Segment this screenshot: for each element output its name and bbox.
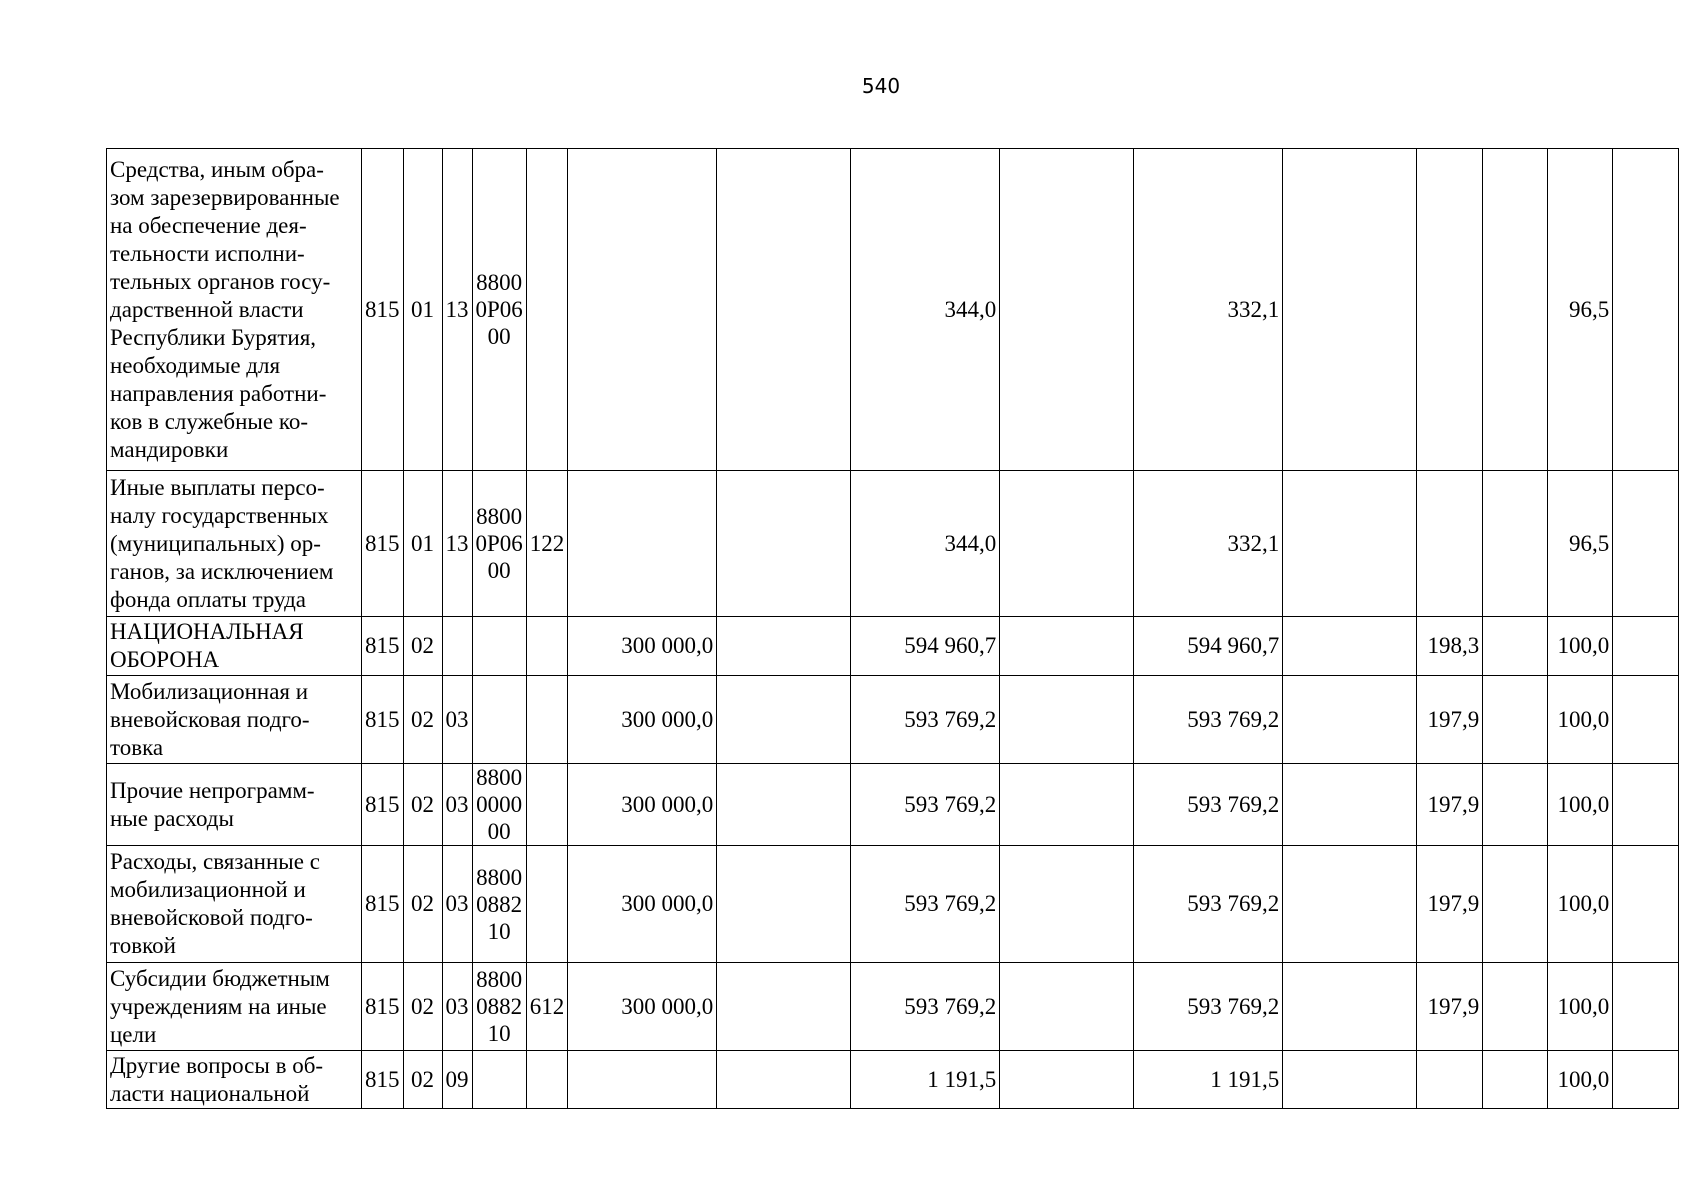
row-name-line: тельных органов госу- — [110, 268, 331, 294]
empty-cell — [1483, 846, 1548, 963]
row-name-line: цели — [110, 1021, 157, 1047]
expense-type-cell — [526, 1051, 568, 1109]
grbs-code-cell: 815 — [362, 764, 404, 846]
target-article-line: 10 — [487, 1021, 511, 1046]
empty-cell — [1483, 963, 1548, 1051]
percent-initial-cell — [1417, 471, 1483, 617]
empty-cell — [1283, 846, 1417, 963]
plan-refined-cell: 344,0 — [851, 471, 1000, 617]
expense-type-cell — [526, 149, 568, 471]
empty-cell — [1483, 676, 1548, 764]
executed-cell: 593 769,2 — [1134, 764, 1283, 846]
row-name-line: тельности исполни- — [110, 240, 305, 266]
target-article-line: 8800 — [476, 967, 523, 992]
row-name-line: НАЦИОНАЛЬНАЯ — [110, 619, 304, 644]
row-name-line: Мобилизационная и — [110, 678, 309, 704]
row-name-line: налу государственных — [110, 502, 329, 528]
plan-refined-cell: 593 769,2 — [851, 963, 1000, 1051]
expense-type-cell — [526, 617, 568, 676]
empty-cell — [1283, 676, 1417, 764]
empty-cell — [717, 617, 851, 676]
section-code-cell: 01 — [403, 471, 442, 617]
empty-cell — [1613, 764, 1679, 846]
target-article-cell — [472, 846, 526, 963]
percent-initial-cell: 197,9 — [1417, 764, 1483, 846]
target-article-line: 0000 — [476, 792, 523, 817]
target-article-cell — [472, 149, 526, 471]
grbs-code-cell: 815 — [362, 676, 404, 764]
empty-cell — [1000, 1051, 1134, 1109]
grbs-code-cell: 815 — [362, 149, 404, 471]
empty-cell — [1613, 1051, 1679, 1109]
target-article-line: 0P06 — [475, 297, 523, 322]
executed-cell: 594 960,7 — [1134, 617, 1283, 676]
target-article-cell — [472, 764, 526, 846]
row-name-line: фонда оплаты труда — [110, 586, 307, 612]
target-article-line: 8800 — [476, 504, 523, 529]
table-row — [107, 846, 1679, 963]
row-name-line: дарственной власти — [110, 296, 304, 322]
empty-cell — [1000, 471, 1134, 617]
percent-refined-cell: 100,0 — [1548, 617, 1613, 676]
target-article-cell — [472, 963, 526, 1051]
plan-initial-cell: 300 000,0 — [568, 676, 717, 764]
empty-cell — [717, 149, 851, 471]
empty-cell — [1613, 471, 1679, 617]
subsection-code-cell: 03 — [442, 676, 472, 764]
row-name-line: ные расходы — [110, 805, 234, 831]
plan-refined-cell: 593 769,2 — [851, 676, 1000, 764]
empty-cell — [1283, 764, 1417, 846]
target-article-cell — [472, 617, 526, 676]
percent-refined-cell: 100,0 — [1548, 1051, 1613, 1109]
expense-type-cell: 122 — [526, 471, 568, 617]
row-name-line: Расходы, связанные с — [110, 849, 320, 874]
row-name-line: Субсидии бюджетным — [110, 965, 330, 991]
empty-cell — [1483, 471, 1548, 617]
empty-cell — [717, 963, 851, 1051]
plan-initial-cell — [568, 471, 717, 617]
expense-type-cell — [526, 846, 568, 963]
target-article-line: 00 — [487, 819, 511, 844]
row-name-line: мандировки — [110, 436, 229, 462]
expense-type-cell — [526, 676, 568, 764]
section-code-cell: 02 — [403, 617, 442, 676]
table-row — [107, 963, 1679, 1051]
subsection-code-cell: 03 — [442, 846, 472, 963]
subsection-code-cell: 09 — [442, 1051, 472, 1109]
subsection-code-cell — [442, 617, 472, 676]
target-article-cell — [472, 676, 526, 764]
row-name-line: направления работни- — [110, 380, 327, 406]
percent-refined-cell: 100,0 — [1548, 676, 1613, 764]
table-row — [107, 471, 1679, 617]
empty-cell — [1483, 1051, 1548, 1109]
target-article-line: 00 — [487, 324, 511, 349]
table-row — [107, 764, 1679, 846]
target-article-line: 8800 — [476, 765, 523, 790]
subsection-code-cell: 13 — [442, 471, 472, 617]
grbs-code-cell: 815 — [362, 617, 404, 676]
executed-cell: 332,1 — [1134, 471, 1283, 617]
empty-cell — [1283, 1051, 1417, 1109]
section-code-cell: 02 — [403, 846, 442, 963]
row-name-line: (муниципальных) ор- — [110, 530, 321, 556]
plan-initial-cell: 300 000,0 — [568, 617, 717, 676]
percent-initial-cell: 197,9 — [1417, 963, 1483, 1051]
row-name-cell — [107, 617, 362, 676]
row-name-cell — [107, 963, 362, 1051]
section-code-cell: 02 — [403, 1051, 442, 1109]
empty-cell — [1483, 617, 1548, 676]
section-code-cell: 02 — [403, 764, 442, 846]
empty-cell — [1000, 149, 1134, 471]
expense-type-cell — [526, 764, 568, 846]
grbs-code-cell: 815 — [362, 846, 404, 963]
row-name-line: ганов, за исключением — [110, 558, 334, 584]
executed-cell: 593 769,2 — [1134, 846, 1283, 963]
empty-cell — [1483, 764, 1548, 846]
plan-refined-cell: 594 960,7 — [851, 617, 1000, 676]
executed-cell: 593 769,2 — [1134, 963, 1283, 1051]
row-name-line: ков в служебные ко- — [110, 408, 308, 434]
empty-cell — [717, 764, 851, 846]
row-name-line: ОБОРОНА — [110, 647, 220, 672]
table-body — [107, 149, 1679, 1109]
plan-refined-cell: 593 769,2 — [851, 764, 1000, 846]
plan-refined-cell: 593 769,2 — [851, 846, 1000, 963]
target-article-line: 10 — [487, 918, 511, 944]
empty-cell — [1613, 846, 1679, 963]
empty-cell — [717, 676, 851, 764]
subsection-code-cell: 03 — [442, 764, 472, 846]
page-number: 540 — [861, 74, 901, 98]
row-name-line: ласти национальной — [110, 1080, 310, 1106]
empty-cell — [717, 846, 851, 963]
target-article-cell — [472, 1051, 526, 1109]
target-article-line: 00 — [487, 558, 511, 583]
plan-initial-cell — [568, 1051, 717, 1109]
percent-refined-cell: 100,0 — [1548, 764, 1613, 846]
grbs-code-cell: 815 — [362, 963, 404, 1051]
table-row — [107, 1051, 1679, 1109]
percent-initial-cell — [1417, 149, 1483, 471]
section-code-cell: 02 — [403, 676, 442, 764]
row-name-line: на обеспечение дея- — [110, 212, 307, 238]
plan-refined-cell: 1 191,5 — [851, 1051, 1000, 1109]
empty-cell — [1000, 617, 1134, 676]
executed-cell: 332,1 — [1134, 149, 1283, 471]
executed-cell: 593 769,2 — [1134, 676, 1283, 764]
subsection-code-cell: 03 — [442, 963, 472, 1051]
row-name-cell — [107, 149, 362, 471]
plan-initial-cell: 300 000,0 — [568, 963, 717, 1051]
empty-cell — [1483, 149, 1548, 471]
target-article-line: 8800 — [476, 864, 523, 890]
plan-initial-cell: 300 000,0 — [568, 846, 717, 963]
empty-cell — [1283, 149, 1417, 471]
empty-cell — [717, 1051, 851, 1109]
subsection-code-cell: 13 — [442, 149, 472, 471]
table-row — [107, 617, 1679, 676]
row-name-line: вневойсковая подго- — [110, 706, 310, 732]
empty-cell — [717, 471, 851, 617]
row-name-cell — [107, 676, 362, 764]
row-name-line: товкой — [110, 933, 176, 958]
section-code-cell: 02 — [403, 963, 442, 1051]
row-name-cell — [107, 764, 362, 846]
row-name-cell — [107, 846, 362, 963]
target-article-cell — [472, 471, 526, 617]
percent-refined-cell: 96,5 — [1548, 149, 1613, 471]
empty-cell — [1000, 963, 1134, 1051]
budget-table — [106, 148, 1679, 1109]
empty-cell — [1283, 617, 1417, 676]
row-name-cell — [107, 471, 362, 617]
plan-initial-cell: 300 000,0 — [568, 764, 717, 846]
percent-refined-cell: 96,5 — [1548, 471, 1613, 617]
plan-initial-cell — [568, 149, 717, 471]
grbs-code-cell: 815 — [362, 1051, 404, 1109]
percent-initial-cell: 198,3 — [1417, 617, 1483, 676]
row-name-line: Прочие непрограмм- — [110, 777, 315, 803]
empty-cell — [1283, 471, 1417, 617]
row-name-line: мобилизационной и — [110, 877, 306, 902]
row-name-cell — [107, 1051, 362, 1109]
row-name-line: зом зарезервированные — [110, 184, 340, 210]
row-name-line: вневойсковой подго- — [110, 905, 313, 930]
percent-initial-cell — [1417, 1051, 1483, 1109]
expense-type-cell: 612 — [526, 963, 568, 1051]
target-article-line: 0882 — [476, 891, 523, 917]
plan-refined-cell: 344,0 — [851, 149, 1000, 471]
empty-cell — [1613, 963, 1679, 1051]
empty-cell — [1000, 764, 1134, 846]
row-name-line: Средства, иным обра- — [110, 156, 324, 182]
row-name-line: товка — [110, 734, 164, 760]
empty-cell — [1613, 617, 1679, 676]
percent-initial-cell: 197,9 — [1417, 676, 1483, 764]
empty-cell — [1613, 149, 1679, 471]
target-article-line: 8800 — [476, 270, 523, 295]
table-row — [107, 676, 1679, 764]
empty-cell — [1000, 846, 1134, 963]
row-name-line: Республики Бурятия, — [110, 324, 317, 350]
row-name-line: Другие вопросы в об- — [110, 1052, 324, 1078]
percent-refined-cell: 100,0 — [1548, 846, 1613, 963]
row-name-line: Иные выплаты персо- — [110, 474, 325, 500]
row-name-line: учреждениям на иные — [110, 993, 327, 1019]
percent-initial-cell: 197,9 — [1417, 846, 1483, 963]
table-row — [107, 149, 1679, 471]
row-name-line: необходимые для — [110, 352, 281, 378]
grbs-code-cell: 815 — [362, 471, 404, 617]
target-article-line: 0882 — [476, 994, 523, 1019]
target-article-line: 0P06 — [475, 531, 523, 556]
executed-cell: 1 191,5 — [1134, 1051, 1283, 1109]
percent-refined-cell: 100,0 — [1548, 963, 1613, 1051]
empty-cell — [1283, 963, 1417, 1051]
empty-cell — [1000, 676, 1134, 764]
empty-cell — [1613, 676, 1679, 764]
section-code-cell: 01 — [403, 149, 442, 471]
